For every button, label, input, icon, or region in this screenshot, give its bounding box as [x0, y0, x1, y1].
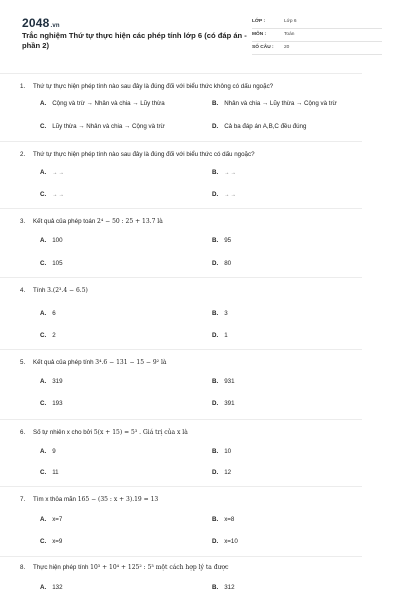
divider — [0, 419, 362, 420]
option-7d[interactable]: D. x=10 — [212, 538, 238, 545]
meta-row-class — [252, 16, 382, 29]
option-3a[interactable]: A. 100 — [40, 237, 63, 244]
meta-value: Lớp 6 — [284, 19, 297, 24]
option-8a[interactable]: A. 132 — [40, 584, 63, 591]
divider — [0, 141, 362, 142]
option-7b[interactable]: B. x=8 — [212, 516, 235, 523]
question-8 — [20, 563, 380, 572]
meta-key: LỚP : — [252, 19, 266, 24]
divider — [0, 556, 362, 557]
option-6c[interactable]: C. 11 — [40, 469, 59, 476]
option-1d[interactable]: D. Cả ba đáp án A,B,C đều đúng — [212, 123, 307, 130]
page-title: Trắc nghiệm Thứ tự thực hiện các phép tính lớp 6 (có đáp án - phần 2) — [22, 31, 247, 50]
question-3 — [20, 217, 380, 226]
option-3b[interactable]: B. 95 — [212, 237, 232, 244]
option-7c[interactable]: C. x=9 — [40, 538, 63, 545]
divider — [0, 208, 362, 209]
option-1c[interactable]: C. Lũy thừa → Nhân và chia → Cộng và trừ — [40, 123, 165, 130]
divider — [0, 73, 362, 74]
option-5a[interactable]: A. 319 — [40, 378, 63, 385]
option-4b[interactable]: B. 3 — [212, 310, 228, 317]
option-2d[interactable]: D. → → — [212, 191, 236, 198]
option-2b[interactable]: B. → → — [212, 169, 236, 176]
meta-key: SỐ CÂU : — [252, 45, 274, 50]
option-5b[interactable]: B. 931 — [212, 378, 235, 385]
option-4d[interactable]: D. 1 — [212, 332, 228, 339]
option-6b[interactable]: B. 10 — [212, 448, 232, 455]
option-1a[interactable]: A. Cộng và trừ → Nhân và chia → Lũy thừa — [40, 100, 165, 107]
option-3d[interactable]: D. 80 — [212, 260, 232, 267]
question-stem: 3. Kết quả của phép toán 2⁴ − 50 : 25 + 13.7 là — [20, 218, 163, 225]
option-2c[interactable]: C. → → — [40, 191, 64, 198]
meta-row-count — [252, 42, 382, 55]
option-3c[interactable]: C. 105 — [40, 260, 63, 267]
option-2a[interactable]: A. → → — [40, 169, 64, 176]
meta-key: MÔN : — [252, 32, 267, 37]
question-stem: 4. Tính 3.(2³.4 − 6.5) — [20, 287, 88, 294]
option-5d[interactable]: D. 391 — [212, 400, 235, 407]
question-7 — [20, 495, 380, 504]
option-1b[interactable]: B. Nhân và chia → Lũy thừa → Cộng và trừ — [212, 100, 337, 107]
question-stem: 2. Thứ tự thực hiện phép tính nào sau đây là đúng đối với biểu thức có dấu ngoặc? — [20, 151, 255, 158]
question-stem: 1. Thứ tự thực hiện phép tính nào sau đây là đúng đối với biểu thức không có dấu ngoặc? — [20, 83, 274, 90]
meta-row-subject — [252, 29, 382, 42]
meta-value: 20 — [284, 45, 290, 50]
logo-text: 2048 — [22, 16, 50, 30]
question-stem: 5. Kết quả của phép tính 3⁴.6 − 131 − 15 − 9² là — [20, 359, 167, 366]
question-stem: 8. Thực hiện phép tính 10³ + 10⁴ + 125² : 5³ một cách hợp lý ta được — [20, 564, 229, 571]
question-2 — [20, 150, 380, 159]
option-7a[interactable]: A. x=7 — [40, 516, 63, 523]
divider — [0, 486, 362, 487]
logo-suffix: .vn — [50, 23, 60, 29]
option-5c[interactable]: C. 193 — [40, 400, 63, 407]
option-4a[interactable]: A. 6 — [40, 310, 56, 317]
divider — [0, 277, 362, 278]
question-4 — [20, 286, 380, 295]
question-6 — [20, 428, 380, 437]
question-1 — [20, 82, 380, 91]
meta-value: Toán — [284, 32, 295, 37]
question-5 — [20, 358, 380, 367]
question-stem: 7. Tìm x thỏa mãn 165 − (35 : x + 3).19 = 13 — [20, 496, 159, 503]
document-header — [20, 10, 382, 58]
option-6a[interactable]: A. 9 — [40, 448, 56, 455]
option-4c[interactable]: C. 2 — [40, 332, 56, 339]
divider — [0, 349, 362, 350]
meta-panel — [252, 16, 382, 55]
site-logo[interactable] — [22, 16, 60, 30]
question-stem: 6. Số tự nhiên x cho bởi 5(x + 15) = 5³ . Giá trị của x là — [20, 429, 188, 436]
option-6d[interactable]: D. 12 — [212, 469, 232, 476]
option-8b[interactable]: B. 312 — [212, 584, 235, 591]
